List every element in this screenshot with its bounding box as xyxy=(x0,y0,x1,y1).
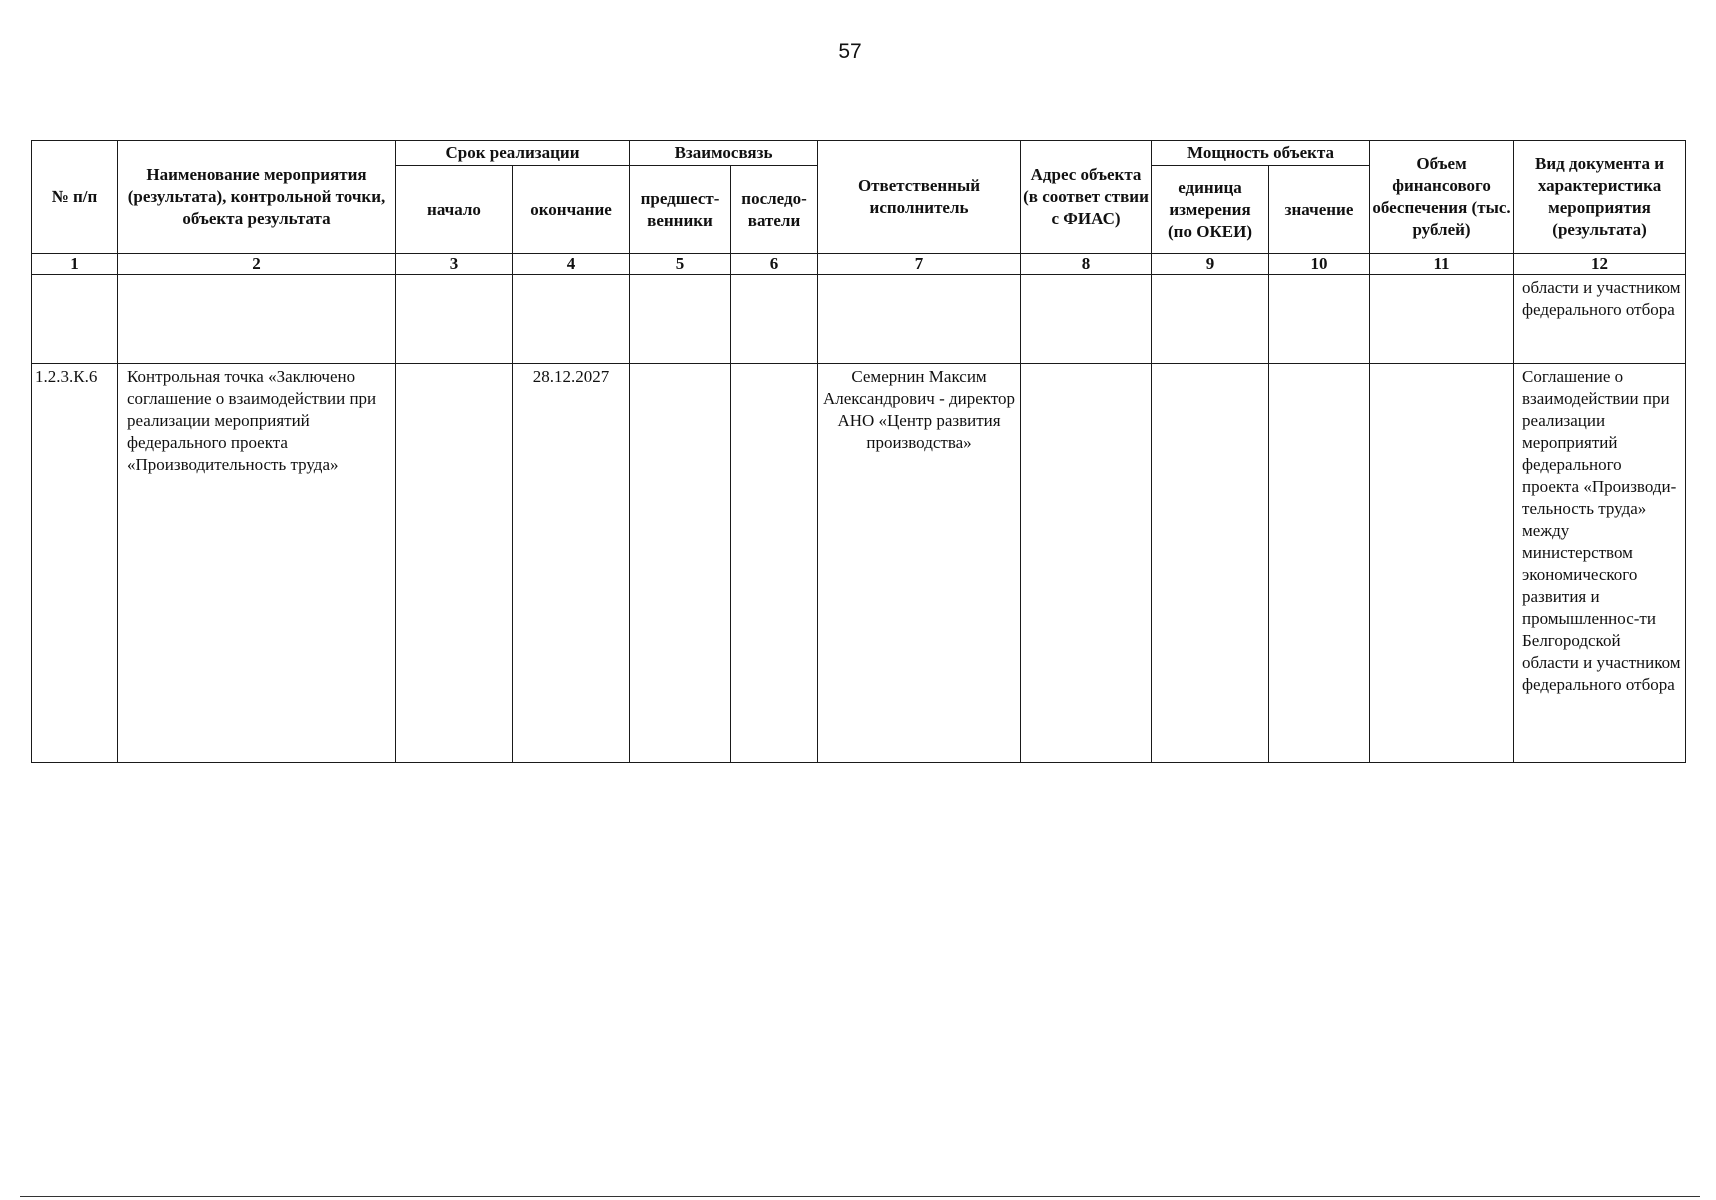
cell-empty xyxy=(513,275,630,364)
cell-value xyxy=(1269,364,1370,763)
cell-doc-type-continued: области и участником федерального отбора xyxy=(1514,275,1686,364)
cell-empty xyxy=(118,275,396,364)
cell-empty xyxy=(396,275,513,364)
header-address: Адрес объекта (в соответ ствии с ФИАС) xyxy=(1021,141,1152,254)
column-number: 10 xyxy=(1269,254,1370,275)
column-number: 12 xyxy=(1514,254,1686,275)
cell-name: Контрольная точка «Заключено соглашение о взаимодействии при реализации мероприятий федерального проекта «Производительность труда» xyxy=(118,364,396,763)
header-successors: последо-ватели xyxy=(731,166,818,254)
cell-successors xyxy=(731,364,818,763)
cell-responsible: Семернин Максим Александрович - директор АНО «Центр развития производства» xyxy=(818,364,1021,763)
column-number-row xyxy=(32,254,1686,275)
header-num: № п/п xyxy=(32,141,118,254)
scan-bottom-edge xyxy=(20,1196,1700,1197)
cell-address xyxy=(1021,364,1152,763)
column-number: 6 xyxy=(731,254,818,275)
cell-empty xyxy=(818,275,1021,364)
cell-end: 28.12.2027 xyxy=(513,364,630,763)
column-number: 4 xyxy=(513,254,630,275)
column-number: 1 xyxy=(32,254,118,275)
measures-table xyxy=(31,140,1686,763)
header-funding: Объем финансового обеспечения (тыс. рублей) xyxy=(1370,141,1514,254)
header-start: начало xyxy=(396,166,513,254)
header-predecessors: предшест-венники xyxy=(630,166,731,254)
header-name: Наименование мероприятия (результата), контрольной точки, объекта результата xyxy=(118,141,396,254)
cell-unit xyxy=(1152,364,1269,763)
cell-empty xyxy=(1152,275,1269,364)
cell-empty xyxy=(1370,275,1514,364)
column-number: 8 xyxy=(1021,254,1152,275)
measures-table-container xyxy=(31,140,1685,763)
header-capacity-group: Мощность объекта xyxy=(1152,141,1370,166)
header-responsible: Ответственный исполнитель xyxy=(818,141,1021,254)
cell-predecessors xyxy=(630,364,731,763)
cell-start xyxy=(396,364,513,763)
column-number: 9 xyxy=(1152,254,1269,275)
cell-doc-type: Соглашение о взаимодействии при реализации мероприятий федерального проекта «Производи-тельность труда» между министерством экономического развития и промышленнос-ти Белгородской области и участником федерального отбора xyxy=(1514,364,1686,763)
table-row xyxy=(32,364,1686,763)
header-unit: единица измерения (по ОКЕИ) xyxy=(1152,166,1269,254)
cell-empty xyxy=(1021,275,1152,364)
column-number: 5 xyxy=(630,254,731,275)
header-period-group: Срок реализации xyxy=(396,141,630,166)
header-value: значение xyxy=(1269,166,1370,254)
header-end: окончание xyxy=(513,166,630,254)
cell-empty xyxy=(630,275,731,364)
column-number: 3 xyxy=(396,254,513,275)
column-number: 7 xyxy=(818,254,1021,275)
page-number: 57 xyxy=(838,40,862,63)
header-row-top xyxy=(32,141,1686,166)
header-doc-type: Вид документа и характеристика мероприятия (результата) xyxy=(1514,141,1686,254)
header-relation-group: Взаимосвязь xyxy=(630,141,818,166)
continuation-row xyxy=(32,275,1686,364)
column-number: 2 xyxy=(118,254,396,275)
cell-funding xyxy=(1370,364,1514,763)
cell-num: 1.2.3.К.6 xyxy=(32,364,118,763)
column-number: 11 xyxy=(1370,254,1514,275)
cell-empty xyxy=(1269,275,1370,364)
cell-empty xyxy=(731,275,818,364)
cell-empty xyxy=(32,275,118,364)
